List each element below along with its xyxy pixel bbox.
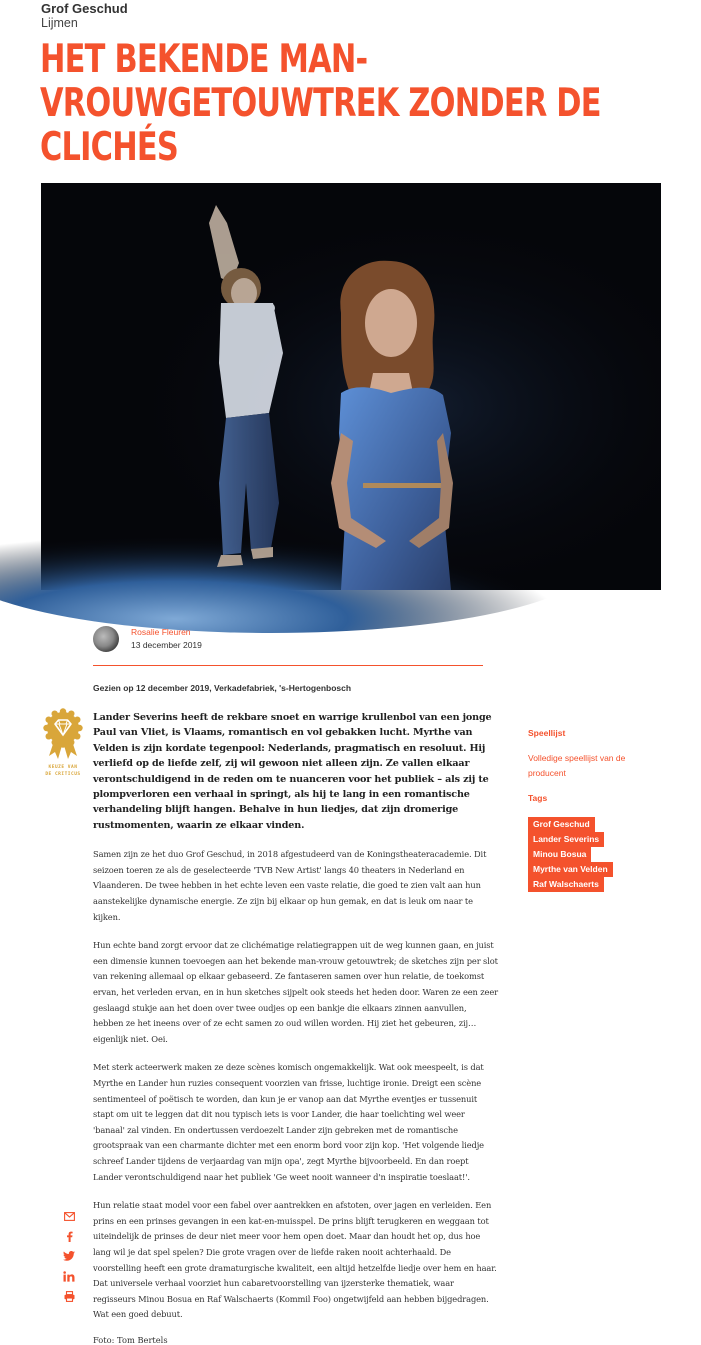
tag-grof-geschud[interactable]: Grof Geschud: [528, 817, 595, 832]
tag-minou-bosua[interactable]: Minou Bosua: [528, 847, 591, 862]
badge-caption-line: DE CRITICUS: [45, 772, 81, 777]
divider: [93, 665, 483, 666]
print-icon: [64, 1291, 75, 1302]
badge-caption-line: KEUZE VAN: [48, 765, 78, 770]
full-playlist-link[interactable]: Volledige speellijst van de producent: [528, 753, 626, 778]
article-body: [93, 710, 498, 1345]
mail-icon: [64, 1212, 75, 1221]
linkedin-icon: [63, 1271, 75, 1282]
photo-credit: Foto: Tom Bertels: [93, 1334, 168, 1345]
tag-myrthe-van-velden[interactable]: Myrthe van Velden: [528, 862, 613, 877]
share-email-button[interactable]: [62, 1209, 76, 1223]
page-title: [40, 38, 602, 170]
share-bar: [62, 1209, 76, 1309]
production-title[interactable]: Grof Geschud: [41, 1, 128, 16]
article-paragraph: Hun relatie staat model voor een fabel over aantrekken en afstoten, over jagen en verleiden. Een prins en een prinses gevangen in een kat-en-muisspel. De prins blijft terugkeren en weggaan tot uiteindelijk de prinses de deur niet meer voor hem open doet. Maar dan houdt het op, dus hoe lang wil je dat spel spelen? Die grote vragen over de liefde raken nooit achterhaald. De voorstelling heeft een grote dramaturgische kwaliteit, een altijd hetzelfde liedje over hem en haar. Dat universele verhaal voorziet hun cabaretvoorstelling van ijzersterke thematiek, waar regisseurs Minou Bosua en Raf Walschaerts (Kommil Foo) ongetwijfeld aan hebben bijgedragen. Wat een goed debuut.: [93, 1200, 497, 1320]
article-lead: Lander Severins heeft de rekbare snoet en warrige krullenbol van een jonge Paul van Vliet, is Vlaams, romantisch en vol gebakken lucht. Myrthe van Velden is zijn kordate tegenpool: Nederlands, pragmatisch en resoluut. Hij verliefd op de liefde zelf, zij wil gewoon niet alleen zijn. Ze vallen elkaar verontschuldigend in de reden om te nuanceren voor het publiek – als zij te plompverloren een verhaal in springt, als hij te lang in een romantische verhandeling blijft hangen. Behalve in hun liedjes, dat zijn dromerige rustmomenten, waarin ze elkaar vinden.: [93, 712, 492, 831]
share-linkedin-button[interactable]: [62, 1269, 76, 1283]
performance-info: Gezien op 12 december 2019, Verkadefabriek, 's-Hertogenbosch: [93, 683, 352, 693]
publish-date: 13 december 2019: [131, 640, 202, 650]
tag-list: [528, 817, 648, 892]
tag-raf-walschaerts[interactable]: Raf Walschaerts: [528, 877, 604, 892]
article-paragraph: Hun echte band zorgt ervoor dat ze clichématige relatiegrappen uit de weg kunnen gaan, en juist een dimensie kunnen toevoegen aan het bekende man-vrouw getouwtrek; de sketches zijn per slot van rekening allemaal op elkaar gebaseerd. Ze fantaseren samen over hun relatie, de toekomst ervan, het verleden ervan, en in hun sketches sijpelt ook steeds het heden door. Waren ze een zeer geslaagd stukje aan het doen over twee oudjes op een bankje die elkaars zinnen aanvullen, hebben ze het ineens over of ze echt samen zo oud willen worden. Hij ziet het gebeuren, zij… eigenlijk niet. Oei.: [93, 940, 498, 1044]
diamond-award-icon: [43, 708, 83, 762]
headline-line: HET BEKENDE MAN-: [40, 37, 368, 82]
headline-line: VROUWGETOUWTREK ZONDER DE: [40, 81, 601, 126]
author-avatar[interactable]: [93, 626, 119, 652]
share-print-button[interactable]: [62, 1289, 76, 1303]
share-facebook-button[interactable]: [62, 1229, 76, 1243]
tags-heading: Tags: [528, 793, 548, 803]
article-paragraph: Met sterk acteerwerk maken ze deze scènes komisch ongemakkelijk. Wat ook meespeelt, is dat Myrthe en Lander hun ruzies consequent voorzien van frisse, luchtige ironie. Dreigt een scène sentimenteel of poëtisch te worden, dan kun je er vanop aan dat Myrthe eventjes er tussenuit stapt om uit te leggen dat dit nou typisch iets is voor Lander, die haar toelichting wel weer 'banaal' zal vinden. En ondertussen verdoezelt Lander zijn gebreken met de romantische grootspraak van een charmante dichter met een enorm bord voor zijn kop. 'Het volgende liedje schreef Lander tijdens de verjaardag van mijn opa', zegt Myrthe bijvoorbeeld. En dan roept Lander verontschuldigend naar het publiek 'Ge weet nooit wanneer d'n inspiratie toeslaat!'.: [93, 1062, 484, 1182]
share-twitter-button[interactable]: [62, 1249, 76, 1263]
twitter-icon: [63, 1251, 75, 1261]
critics-choice-badge: [41, 708, 85, 778]
headline-line: CLICHÉS: [40, 125, 179, 170]
production-subtitle: Lijmen: [41, 16, 78, 30]
author-link[interactable]: Rosalie Fleuren: [131, 627, 191, 637]
stage-photo-illustration: [41, 183, 661, 590]
facebook-icon: [66, 1231, 73, 1242]
badge-caption: [41, 764, 85, 778]
playlist-heading: Speellijst: [528, 728, 566, 738]
sidebar: [528, 728, 648, 892]
tag-lander-severins[interactable]: Lander Severins: [528, 832, 604, 847]
article-paragraph: Samen zijn ze het duo Grof Geschud, in 2018 afgestudeerd van de Koningstheateracademie. Dit seizoen toeren ze als de geselecteerde 'TVB New Artist' langs 40 theaters in Nederland en Vlaanderen. De twee hebben in het echte leven een vaste relatie, die goed te zien valt aan hun aanstekelijke dynamische energie. Ze zijn bij elkaar op hun gemak, en dat is leuk om naar te kijken.: [93, 849, 487, 922]
hero-photo: [41, 183, 661, 590]
